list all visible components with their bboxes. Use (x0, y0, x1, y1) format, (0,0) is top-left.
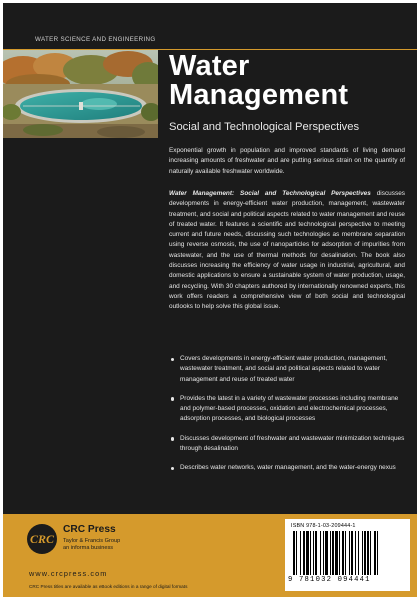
publisher-group-line-2: an informa business (63, 545, 114, 551)
book-title (169, 52, 409, 110)
feature-text: Discusses development of freshwater and wastewater minimization techniques through desalination (180, 434, 405, 453)
feature-item (169, 434, 405, 455)
publisher-group (63, 538, 120, 552)
ebook-note: CRC Press titles are available as eBook editions in a range of digital formats (29, 584, 188, 589)
water-treatment-photo (3, 50, 158, 138)
bullet-icon (171, 358, 174, 361)
description-text: discusses developments in energy-efficient water production, management, wastewater treatment, and social and political aspects related to water management and reuse of treated water. It features a scientific and technological perspective to meeting current and future needs, discussing such technologies as membrane separation using reverse osmosis, the use of nanoparticles for adsorption of impurities from wastewater, and the use of thermal methods for desalination. The book also discusses increasing the efficiency of water usage in industrial, agricultural, and domestic applications to ensure a sustainable system of water production, usage, and recycling. With 30 chapters authored by internationally renowned experts, this work offers readers a comprehensive view of both social and technological outlooks to help solve this global issue. (169, 190, 405, 311)
book-back-cover (3, 3, 417, 597)
feature-item (169, 463, 405, 473)
isbn-label: ISBN 978-1-03-209444-1 (291, 523, 356, 529)
barcode-panel (285, 519, 410, 591)
publisher-name: CRC Press (63, 524, 116, 535)
feature-text: Provides the latest in a variety of wastewater processes including membrane and polymer-based processes, oxidation and electrochemical processes, adsorption processes, and biological processes (180, 394, 399, 423)
publisher-url: www.crcpress.com (29, 569, 108, 578)
bullet-icon (171, 397, 174, 400)
feature-list (169, 354, 405, 483)
book-subtitle: Social and Technological Perspectives (169, 121, 360, 133)
lead-paragraph: Exponential growth in population and improved standards of living demand increasing amounts of freshwater and are putting serious strain on the quantity of naturally available freshwater worldwide. (169, 147, 405, 175)
bullet-icon (171, 437, 174, 440)
barcode-digits: 9 781032 094441 (288, 576, 371, 584)
publisher-group-line-1: Taylor & Francis Group (63, 538, 121, 544)
feature-text: Describes water networks, water management, and the water-energy nexus (180, 464, 396, 472)
series-label: WATER SCIENCE AND ENGINEERING (35, 36, 156, 43)
feature-text: Covers developments in energy-efficient water production, management, wastewater treatment, and social and political aspects related to water management and reuse of treated water (180, 355, 388, 383)
bullet-icon (171, 467, 174, 470)
feature-item (169, 394, 405, 425)
description-paragraph (169, 189, 405, 313)
crc-logo-icon: CRC (27, 524, 57, 554)
description-title-emphasis: Water Management: Social and Technological Perspectives (169, 190, 371, 197)
title-line-2: Management (169, 79, 349, 111)
title-line-1: Water (169, 50, 250, 82)
feature-item (169, 354, 405, 385)
barcode-icon (291, 531, 405, 575)
